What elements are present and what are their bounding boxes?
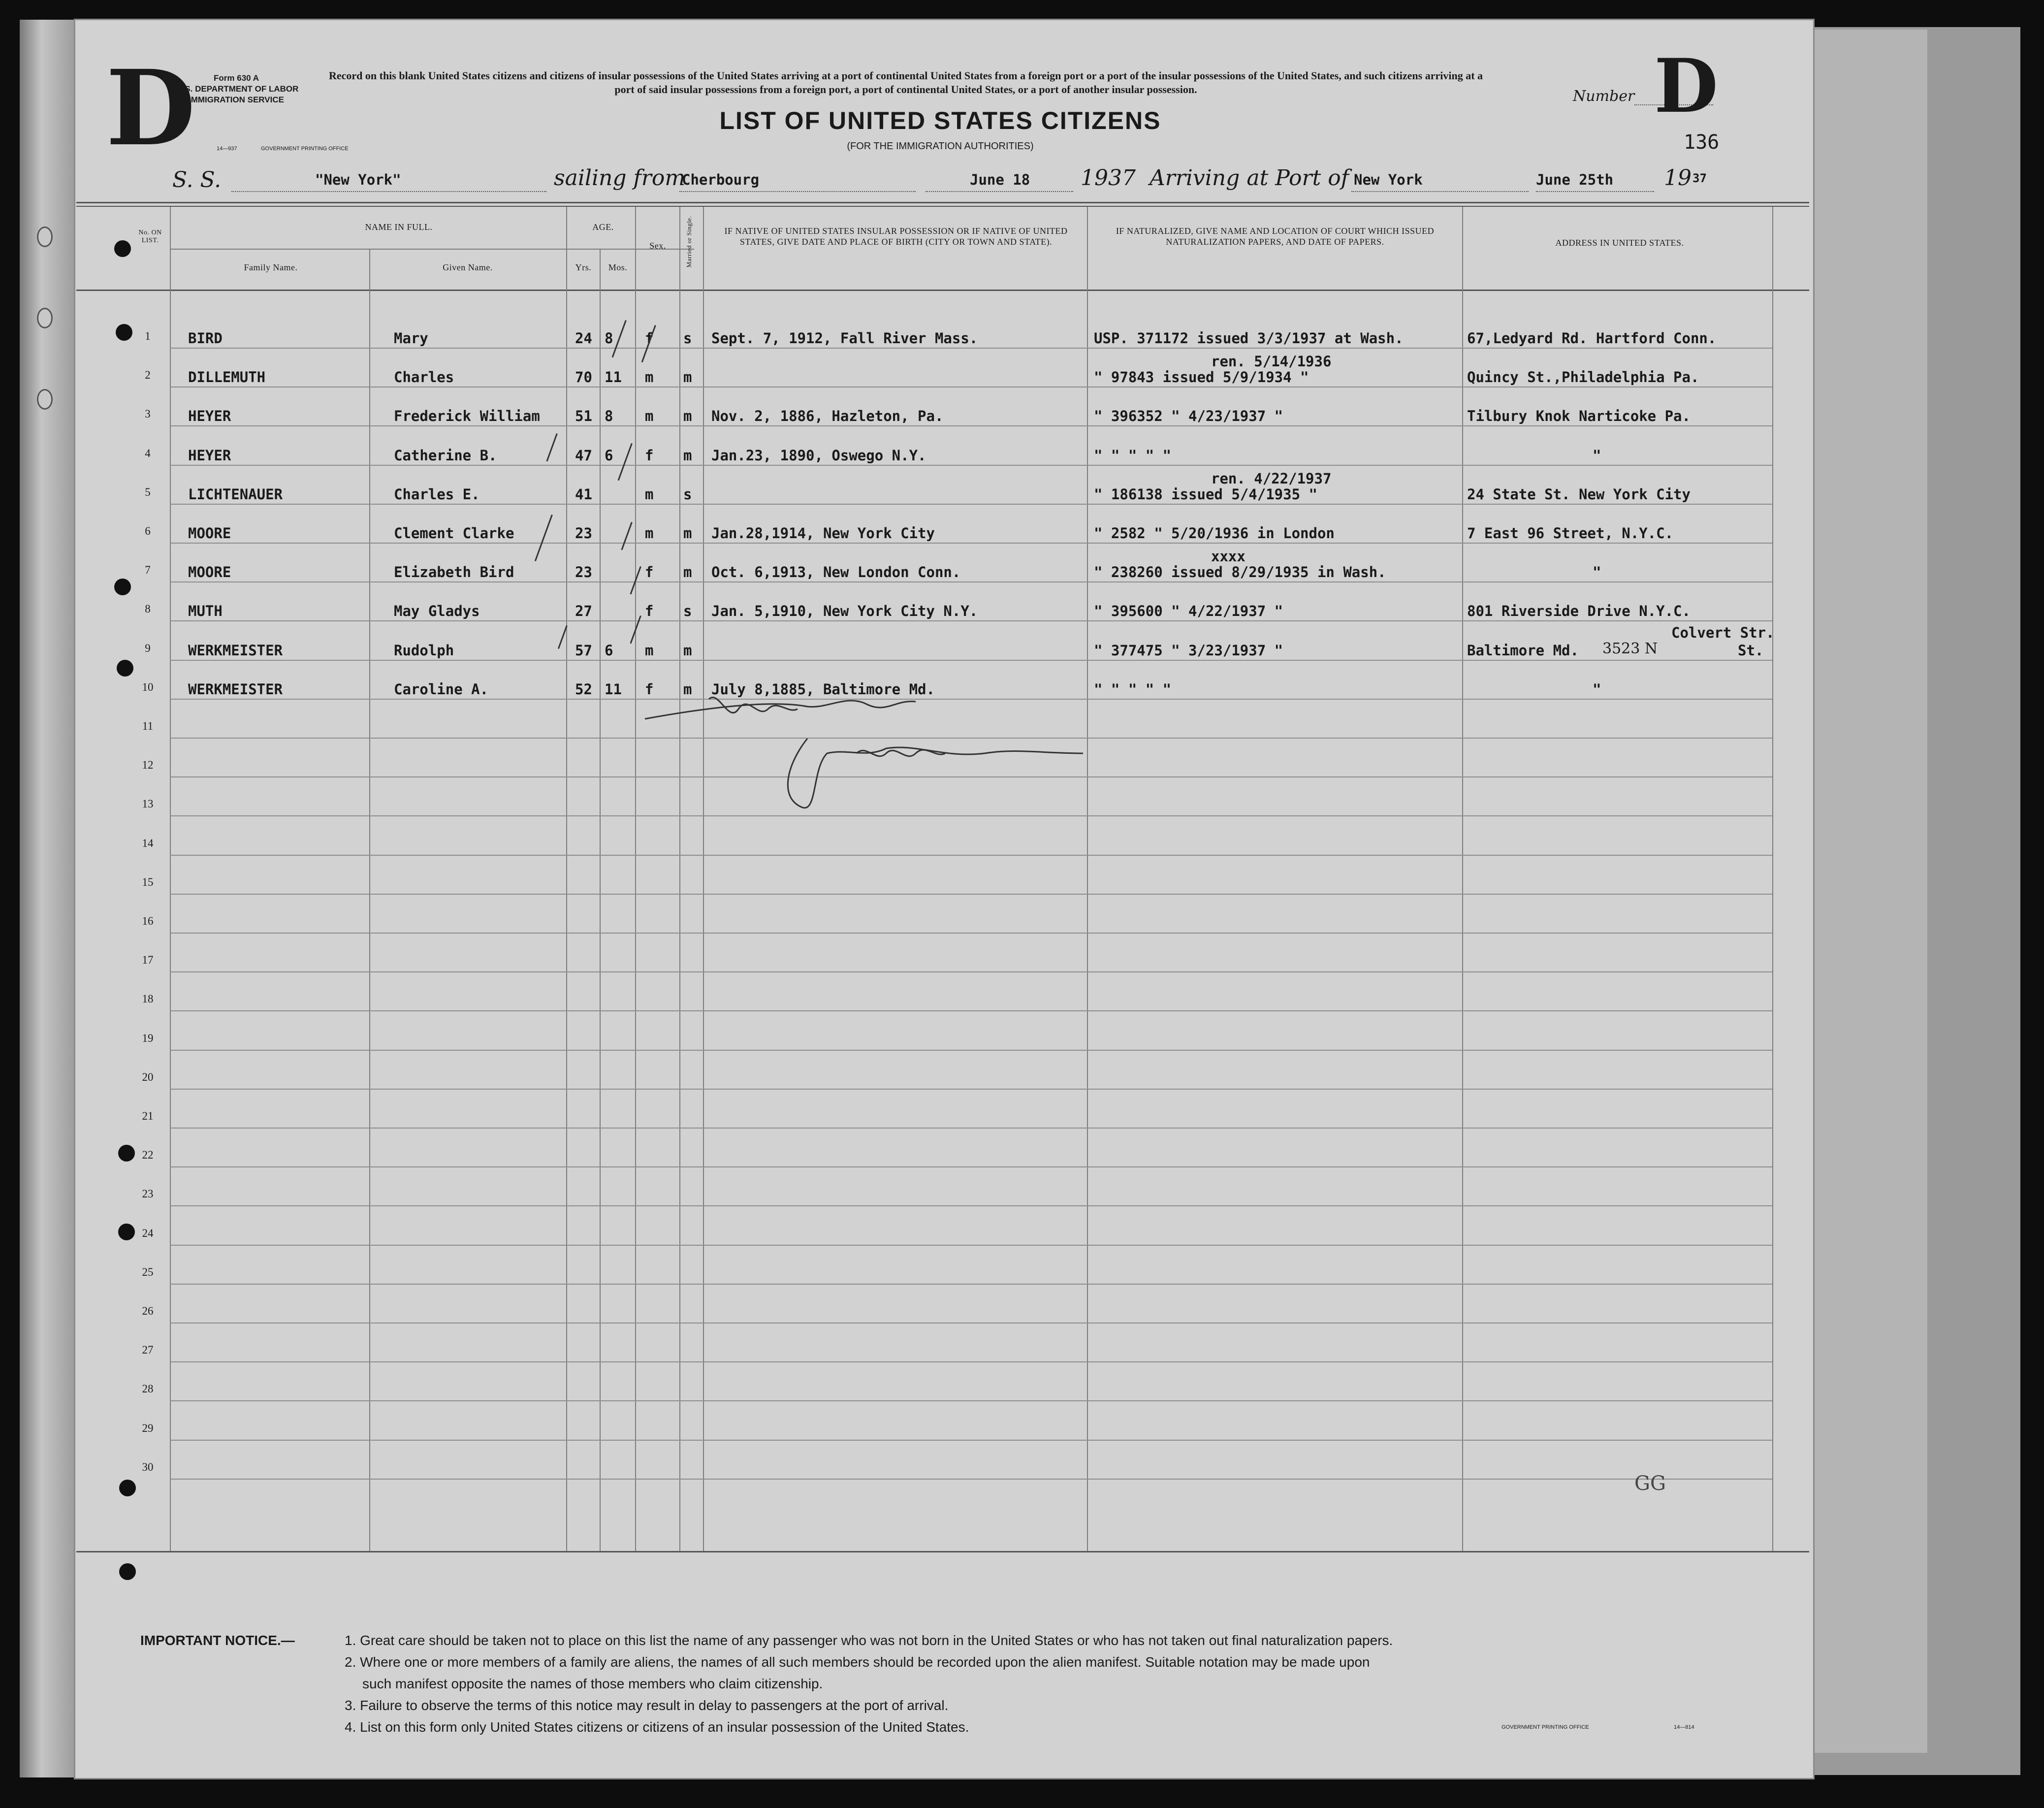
col-divider [635, 207, 636, 1551]
family-name: MOORE [188, 525, 231, 542]
row-number: 29 [142, 1421, 154, 1434]
row-rule [170, 1361, 1772, 1362]
address: " [1593, 564, 1601, 581]
sex: m [645, 642, 654, 659]
row-number: 1 [145, 330, 151, 342]
family-name: DILLEMUTH [188, 369, 266, 386]
address: Tilbury Knok Narticoke Pa. [1467, 408, 1691, 425]
given-name: Frederick William [394, 408, 540, 425]
row-rule [170, 933, 1772, 934]
sailing-from-label: sailing from [554, 165, 686, 191]
given-name: Clement Clarke [394, 525, 514, 542]
row-rule [170, 581, 1772, 582]
given-name: Rudolph [394, 642, 454, 659]
departure-date-line [926, 191, 1073, 192]
arrival-year-prefix: 19 [1664, 165, 1692, 191]
binder-ring [37, 226, 53, 247]
arrival-date-line [1536, 191, 1654, 192]
notice-item-2: 2. Where one or more members of a family are aliens, the names of all such members should be recorded upon the alien manifest. Suitable notation may be made upon [345, 1654, 1370, 1670]
birth-info: Oct. 6,1913, New London Conn. [711, 564, 961, 581]
sex: f [645, 330, 654, 347]
row-rule [170, 425, 1772, 426]
punch-hole [114, 240, 131, 257]
row-number: 27 [142, 1344, 154, 1356]
row-rule [170, 1205, 1772, 1206]
age-years: 51 [575, 408, 592, 425]
ship-name: "New York" [315, 171, 401, 188]
header-yrs: Yrs. [575, 262, 592, 272]
age-months: 11 [605, 680, 622, 698]
address-struck: St. [1738, 642, 1764, 659]
given-name: May Gladys [394, 603, 480, 620]
ship-line [231, 191, 546, 192]
row-number: 4 [145, 447, 151, 459]
address: Baltimore Md. [1467, 642, 1579, 659]
family-name: WERKMEISTER [188, 642, 283, 659]
row-number: 2 [145, 369, 151, 382]
row-number: 25 [142, 1265, 154, 1278]
header-address: ADDRESS IN UNITED STATES. [1555, 238, 1684, 248]
row-rule [170, 1284, 1772, 1285]
age-years: 57 [575, 642, 592, 659]
underlying-card-edge [1814, 30, 1927, 1753]
naturalization-info: " " " " " [1094, 447, 1172, 464]
marital-status: s [683, 330, 692, 347]
col-divider [170, 207, 171, 1551]
header-age: AGE. [592, 222, 614, 232]
arrival-port-line [1351, 191, 1529, 192]
arrival-date: June 25th [1536, 171, 1614, 188]
header-family-name: Family Name. [244, 262, 298, 272]
family-name: BIRD [188, 330, 223, 347]
header-birth: IF NATIVE OF UNITED STATES INSULAR POSSESSION OR IF NATIVE OF UNITED STATES, GIVE DATE AND PLACE OF BIRTH (CITY OR TOWN AND STATE). [724, 226, 1068, 247]
header-name-in-full: NAME IN FULL. [365, 222, 433, 232]
age-months: 6 [605, 642, 613, 659]
sex: f [645, 564, 654, 581]
row-number: 11 [142, 720, 154, 732]
naturalization-note: ren. 5/14/1936 [1211, 353, 1332, 370]
birth-info: Sept. 7, 1912, Fall River Mass. [711, 330, 978, 347]
row-number: 7 [145, 564, 151, 577]
arriving-label: Arriving at Port of [1150, 165, 1349, 191]
given-name: Charles [394, 369, 454, 386]
birth-info: Jan.28,1914, New York City [711, 525, 935, 542]
col-divider [1087, 207, 1088, 1551]
row-rule [170, 348, 1772, 349]
age-years: 27 [575, 603, 592, 620]
naturalization-note: ren. 4/22/1937 [1211, 470, 1332, 487]
sex: m [645, 369, 654, 386]
notice-item-3: 3. Failure to observe the terms of this notice may result in delay to passengers at the port of arrival. [345, 1698, 949, 1713]
row-rule [170, 1166, 1772, 1167]
marital-status: m [683, 369, 692, 386]
name-age-subheader-rule [170, 249, 694, 250]
punch-hole [119, 1480, 136, 1496]
handwritten-letter-right: D [1654, 43, 1719, 129]
print-office-left: GOVERNMENT PRINTING OFFICE [261, 146, 349, 152]
row-rule [170, 894, 1772, 895]
row-number: 23 [142, 1188, 154, 1200]
birth-info: July 8,1885, Baltimore Md. [711, 680, 935, 698]
notice-items [345, 1630, 1772, 1738]
col-divider [679, 207, 680, 1551]
row-number: 3 [145, 408, 151, 420]
table-top-border [76, 202, 1809, 203]
header-married-single: Married or Single. [685, 216, 693, 268]
departure-port-line [679, 191, 916, 192]
print-code-left: 14—937 [217, 146, 237, 152]
given-name: Mary [394, 330, 428, 347]
col-divider [566, 207, 567, 1551]
row-number: 19 [142, 1032, 154, 1044]
given-name: Charles E. [394, 485, 480, 503]
address: 67,Ledyard Rd. Hartford Conn. [1467, 330, 1717, 347]
service-name: IMMIGRATION SERVICE [189, 95, 284, 104]
departure-year: 1937 [1081, 165, 1136, 191]
given-name: Elizabeth Bird [394, 564, 514, 581]
row-number: 15 [142, 875, 154, 888]
row-rule [170, 971, 1772, 972]
departure-port: Cherbourg [682, 171, 760, 188]
naturalization-info: " 377475 " 3/23/1937 " [1094, 642, 1283, 659]
given-name: Caroline A. [394, 680, 489, 698]
arrival-port: New York [1354, 171, 1423, 188]
sex: f [645, 680, 654, 698]
col-divider [703, 207, 704, 1551]
family-name: WERKMEISTER [188, 680, 283, 698]
row-number: 8 [145, 603, 151, 615]
handwritten-letter-left: D [106, 47, 196, 169]
birth-info: Nov. 2, 1886, Hazleton, Pa. [711, 408, 944, 425]
age-years: 41 [575, 485, 592, 503]
header-no: No. ON LIST. [138, 229, 162, 244]
sex: m [645, 485, 654, 503]
ss-label: S. S. [172, 167, 222, 193]
col-divider [369, 249, 370, 1551]
col-divider [600, 249, 601, 1551]
row-number: 17 [142, 954, 154, 967]
table-top-border-2 [76, 206, 1809, 207]
row-number: 30 [142, 1460, 154, 1473]
form-subtitle: (FOR THE IMMIGRATION AUTHORITIES) [847, 141, 1034, 152]
age-years: 23 [575, 525, 592, 542]
birth-info: Jan.23, 1890, Oswego N.Y. [711, 447, 926, 464]
family-name: HEYER [188, 447, 231, 464]
marital-status: s [683, 485, 692, 503]
naturalization-info: " " " " " [1094, 680, 1172, 698]
notice-item-1: 1. Great care should be taken not to place on this list the name of any passenger who was not born in the United States or who has not taken out final naturalization papers. [345, 1633, 1393, 1648]
punch-hole [114, 579, 131, 595]
signature-scrawl [640, 679, 1108, 827]
row-rule [170, 1010, 1772, 1011]
age-years: 23 [575, 564, 592, 581]
row-rule [170, 1128, 1772, 1129]
family-name: MUTH [188, 603, 223, 620]
naturalization-info: " 97843 issued 5/9/1934 " [1094, 369, 1309, 386]
given-name: Catherine B. [394, 447, 497, 464]
row-rule [170, 660, 1772, 661]
binder-ring [37, 308, 53, 328]
arrival-year-suffix: 37 [1693, 171, 1707, 185]
naturalization-info: " 186138 issued 5/4/1935 " [1094, 485, 1317, 503]
binder-ring [37, 389, 53, 410]
age-months: 8 [605, 330, 613, 347]
row-number: 5 [145, 485, 151, 498]
age-months: 8 [605, 408, 613, 425]
sex: m [645, 408, 654, 425]
row-rule [170, 1479, 1772, 1480]
notice-item-2-cont: such manifest opposite the names of those members who claim citizenship. [362, 1676, 823, 1691]
birth-info: Jan. 5,1910, New York City N.Y. [711, 603, 978, 620]
naturalization-info: " 238260 issued 8/29/1935 in Wash. [1094, 564, 1386, 581]
naturalization-note: xxxx [1211, 548, 1246, 565]
address: 24 State St. New York City [1467, 485, 1691, 503]
row-rule [170, 1050, 1772, 1051]
age-years: 47 [575, 447, 592, 464]
marital-status: m [683, 447, 692, 464]
row-number: 28 [142, 1383, 154, 1395]
row-number: 16 [142, 915, 154, 927]
binder-strip [20, 20, 74, 1777]
age-years: 24 [575, 330, 592, 347]
marital-status: m [683, 564, 692, 581]
age-months: 11 [605, 369, 622, 386]
number-label: Number [1573, 88, 1635, 105]
family-name: MOORE [188, 564, 231, 581]
age-months: 6 [605, 447, 613, 464]
form-number: Form 630 A [214, 73, 259, 83]
naturalization-info: " 2582 " 5/20/1936 in London [1094, 525, 1335, 542]
family-name: LICHTENAUER [188, 485, 283, 503]
header-sex: Sex. [649, 241, 666, 251]
header-naturalized: IF NATURALIZED, GIVE NAME AND LOCATION OF COURT WHICH ISSUED NATURALIZATION PAPERS, AND DATE OF PAPERS. [1116, 226, 1435, 247]
header-given-name: Given Name. [443, 262, 493, 272]
address: Quincy St.,Philadelphia Pa. [1467, 369, 1699, 386]
naturalization-info: " 395600 " 4/22/1937 " [1094, 603, 1283, 620]
gg-annotation: GG [1634, 1472, 1666, 1495]
print-code-bottom: 14—814 [1674, 1724, 1694, 1730]
col-divider [1462, 207, 1463, 1551]
col-divider [1772, 207, 1773, 1551]
address: 801 Riverside Drive N.Y.C. [1467, 603, 1691, 620]
punch-hole [117, 660, 133, 677]
row-number: 13 [142, 798, 154, 810]
punch-hole [119, 1563, 136, 1580]
marital-status: s [683, 603, 692, 620]
row-rule [170, 1440, 1772, 1441]
row-rule [170, 1245, 1772, 1246]
marital-status: m [683, 525, 692, 542]
sex: f [645, 603, 654, 620]
row-rule [170, 543, 1772, 544]
notice-item-4: 4. List on this form only United States citizens or citizens of an insular possession of the United States. [345, 1719, 969, 1735]
row-rule [170, 855, 1772, 856]
row-rule [170, 504, 1772, 505]
marital-status: m [683, 680, 692, 698]
naturalization-info: " 396352 " 4/23/1937 " [1094, 408, 1283, 425]
naturalization-info: USP. 371172 issued 3/3/1937 at Wash. [1094, 330, 1404, 347]
row-number: 22 [142, 1149, 154, 1162]
row-number: 10 [142, 680, 154, 693]
row-rule [170, 1323, 1772, 1324]
row-number: 14 [142, 837, 154, 849]
row-number: 26 [142, 1305, 154, 1317]
table-bottom-border [76, 1551, 1809, 1552]
record-instructions: Record on this blank United States citizens and citizens of insular possessions of the United States arriving at a port of continental United States from a foreign port or a port of the insular possessions of the United States, and such citizens arriving at a port of said insular possessions from a foreign port, a port of continental United States, or a port of another insular possession. [328, 69, 1483, 96]
department-name: U. S. DEPARTMENT OF LABOR [174, 84, 299, 94]
row-number: 6 [145, 525, 151, 537]
row-number: 20 [142, 1070, 154, 1083]
marital-status: m [683, 642, 692, 659]
form-title: LIST OF UNITED STATES CITIZENS [719, 107, 1161, 134]
address: " [1593, 680, 1601, 698]
address: " [1593, 447, 1601, 464]
row-number: 12 [142, 759, 154, 772]
row-rule [170, 465, 1772, 466]
row-rule [170, 1400, 1772, 1401]
row-number: 24 [142, 1227, 154, 1239]
row-number: 9 [145, 642, 151, 654]
age-years: 70 [575, 369, 592, 386]
address-handwritten: 3523 N [1602, 640, 1658, 657]
row-rule [170, 620, 1772, 621]
row-number: 18 [142, 993, 154, 1005]
row-number: 21 [142, 1110, 154, 1122]
address-correction: Colvert Str. [1671, 624, 1775, 641]
age-years: 52 [575, 680, 592, 698]
departure-date: June 18 [970, 171, 1030, 188]
sex: f [645, 447, 654, 464]
notice-label: IMPORTANT NOTICE.— [140, 1633, 295, 1648]
address: 7 East 96 Street, N.Y.C. [1467, 525, 1674, 542]
manifest-sheet [74, 19, 1815, 1779]
sex: m [645, 525, 654, 542]
family-name: HEYER [188, 408, 231, 425]
sheet-number: 136 [1684, 131, 1720, 154]
print-office-bottom: GOVERNMENT PRINTING OFFICE [1501, 1724, 1589, 1730]
header-mos: Mos. [608, 262, 628, 272]
marital-status: m [683, 408, 692, 425]
row-rule [170, 1089, 1772, 1090]
header-bottom-border [76, 290, 1809, 291]
